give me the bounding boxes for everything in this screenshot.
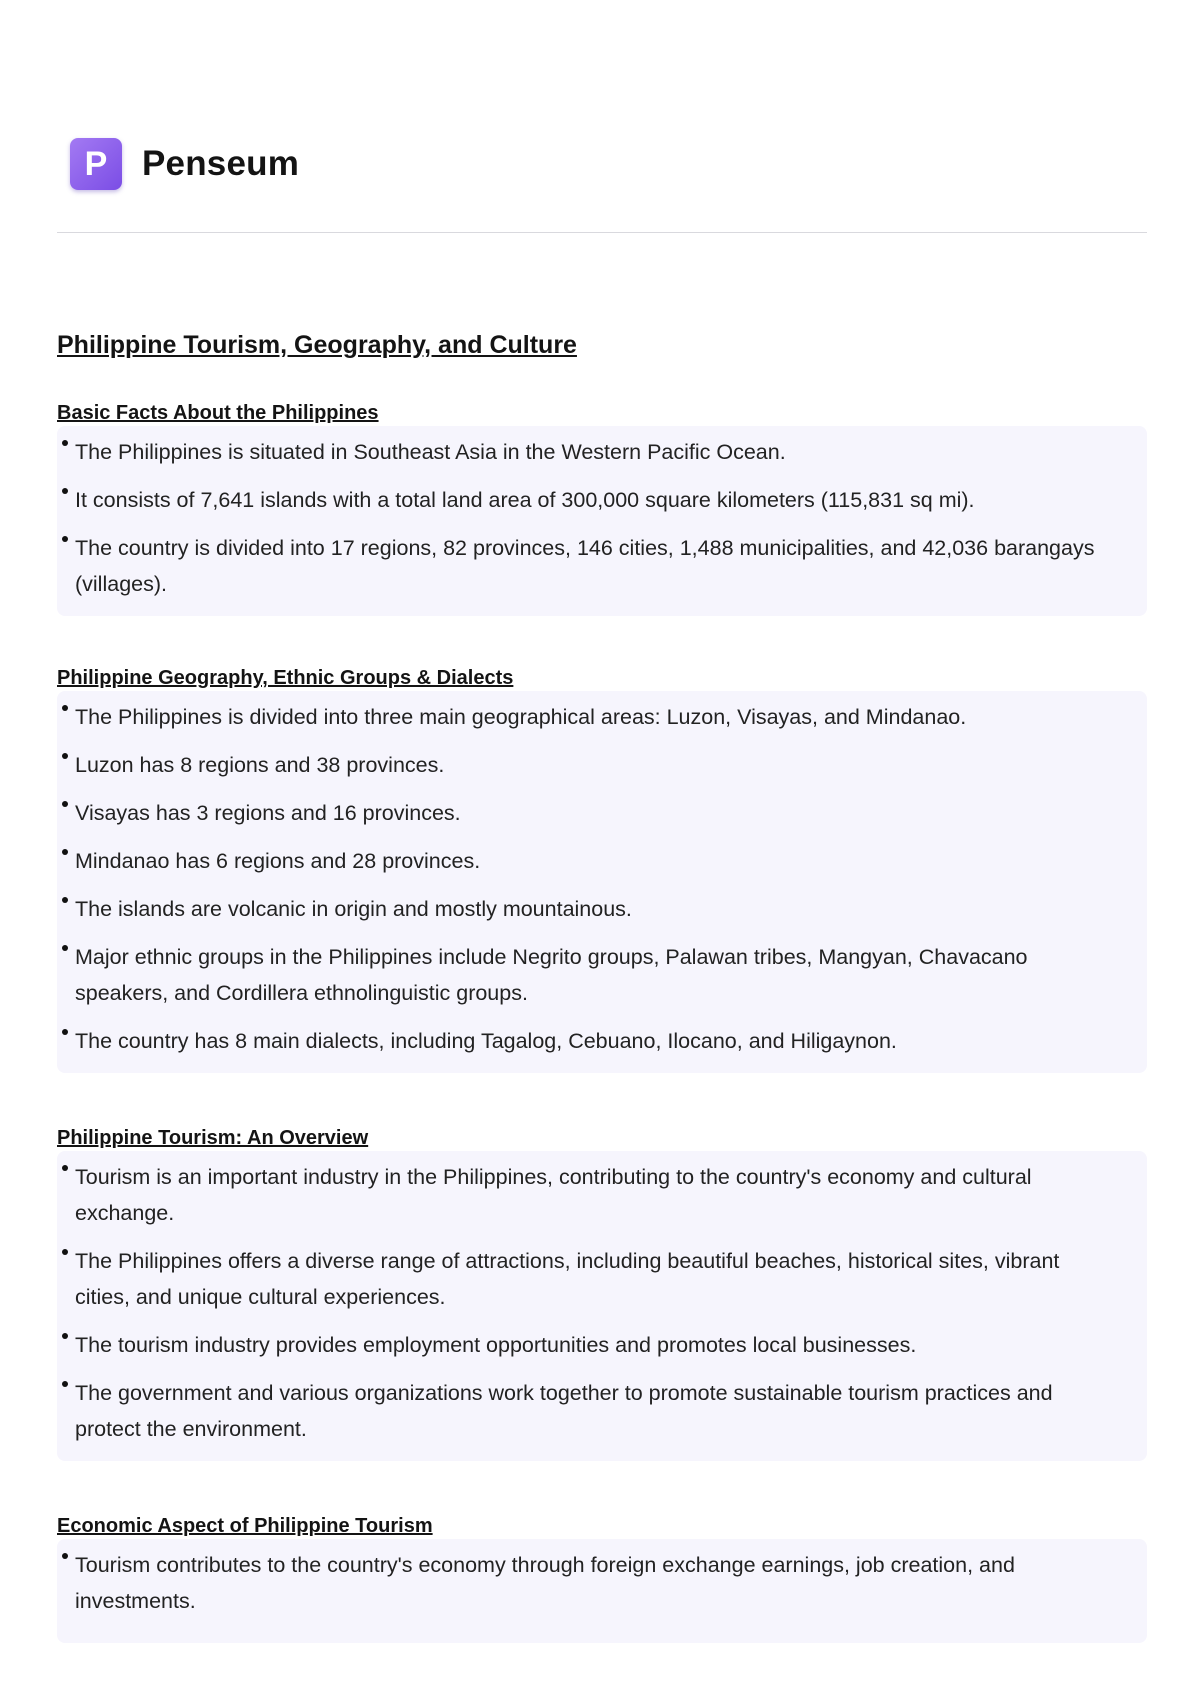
bullet-list-card xyxy=(57,691,1147,1073)
penseum-logo-icon: P xyxy=(70,138,122,190)
section-geography xyxy=(57,667,1147,1073)
section-heading: Philippine Geography, Ethnic Groups & Dialects xyxy=(57,667,514,689)
list-item: It consists of 7,641 islands with a total land area of 300,000 square kilometers (115,831 sq mi). xyxy=(57,482,1117,518)
header-divider xyxy=(57,232,1147,233)
list-item: The Philippines offers a diverse range of attractions, including beautiful beaches, historical sites, vibrant cities, and unique cultural experiences. xyxy=(57,1243,1117,1315)
bullet-list-card xyxy=(57,1539,1147,1643)
brand-name: Penseum xyxy=(142,144,300,183)
list-item: Tourism contributes to the country's economy through foreign exchange earnings, job creation, and investments. xyxy=(57,1547,1117,1619)
list-item: The country has 8 main dialects, including Tagalog, Cebuano, Ilocano, and Hiligaynon. xyxy=(57,1023,1117,1059)
list-item: Tourism is an important industry in the Philippines, contributing to the country's economy and cultural exchange. xyxy=(57,1159,1117,1231)
list-item: Luzon has 8 regions and 38 provinces. xyxy=(57,747,1117,783)
list-item: The islands are volcanic in origin and mostly mountainous. xyxy=(57,891,1117,927)
list-item: The Philippines is divided into three main geographical areas: Luzon, Visayas, and Mindanao. xyxy=(57,699,1117,735)
section-heading: Economic Aspect of Philippine Tourism xyxy=(57,1515,433,1537)
list-item: Mindanao has 6 regions and 28 provinces. xyxy=(57,843,1117,879)
list-item: The Philippines is situated in Southeast Asia in the Western Pacific Ocean. xyxy=(57,434,1117,470)
section-basic-facts xyxy=(57,402,1147,616)
document-title: Philippine Tourism, Geography, and Culture xyxy=(57,331,577,359)
list-item: Major ethnic groups in the Philippines include Negrito groups, Palawan tribes, Mangyan, Chavacano speakers, and Cordillera ethnolinguistic groups. xyxy=(57,939,1117,1011)
list-item: The government and various organizations work together to promote sustainable tourism practices and protect the environment. xyxy=(57,1375,1117,1447)
section-heading: Philippine Tourism: An Overview xyxy=(57,1127,369,1149)
list-item: The country is divided into 17 regions, 82 provinces, 146 cities, 1,488 municipalities, and 42,036 barangays (villages). xyxy=(57,530,1117,602)
brand-header xyxy=(70,138,299,190)
list-item: Visayas has 3 regions and 16 provinces. xyxy=(57,795,1117,831)
section-economic-aspect xyxy=(57,1515,1147,1643)
section-tourism-overview xyxy=(57,1127,1147,1461)
list-item: The tourism industry provides employment opportunities and promotes local businesses. xyxy=(57,1327,1117,1363)
bullet-list-card xyxy=(57,1151,1147,1461)
section-heading: Basic Facts About the Philippines xyxy=(57,402,379,424)
bullet-list-card xyxy=(57,426,1147,616)
